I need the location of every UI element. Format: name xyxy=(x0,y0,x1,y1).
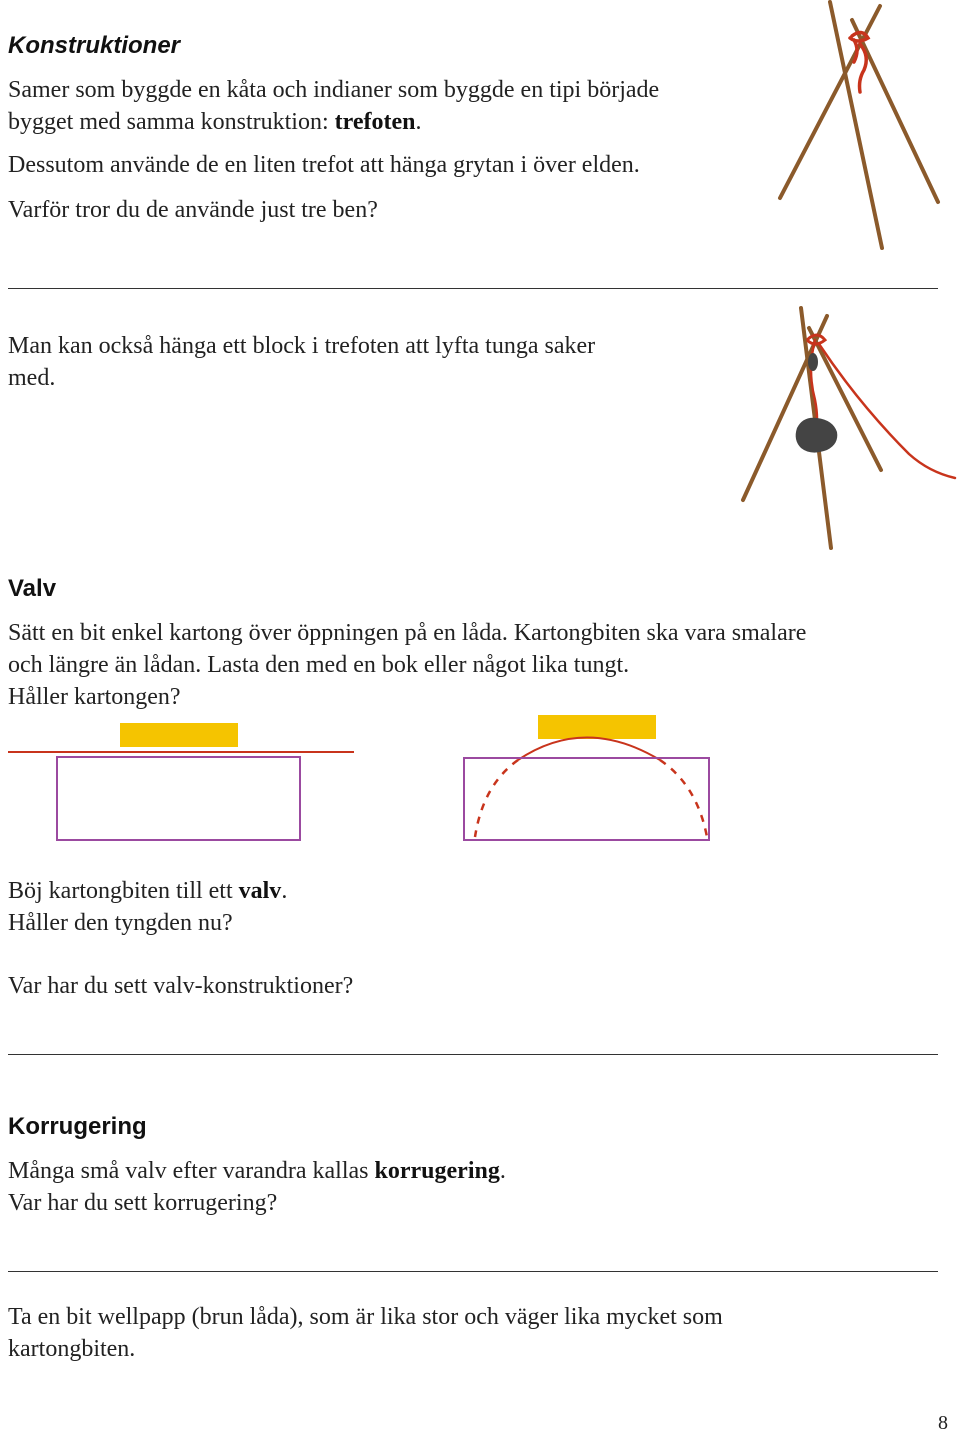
question-line: Varför tror du de använde just tre ben? xyxy=(8,197,378,223)
section-heading-valv: Valv xyxy=(8,575,57,602)
text-span: . xyxy=(499,1158,506,1184)
paragraph-line: Dessutom använde de en liten trefot att hänga grytan i över elden. xyxy=(8,152,640,178)
arched-cardboard-diagram xyxy=(455,705,720,850)
text-span: . xyxy=(281,878,288,904)
paragraph-line: och längre än lådan. Lasta den med en bok eller något lika tungt. xyxy=(8,652,630,678)
stone-weight xyxy=(796,418,838,453)
paragraph-line: Samer som byggde en kåta och indianer som byggde en tipi började xyxy=(8,77,660,103)
page-number: 8 xyxy=(938,1412,948,1434)
rope xyxy=(809,340,955,478)
question-line: Håller kartongen? xyxy=(8,684,181,710)
paragraph-line: kartongbiten. xyxy=(8,1336,136,1362)
paragraph-line: Man kan också hänga ett block i trefoten att lyfta tunga saker xyxy=(8,333,596,359)
question-line: Var har du sett valv-konstruktioner? xyxy=(8,973,354,999)
bold-term-valv: valv xyxy=(238,878,282,904)
answer-line xyxy=(8,288,938,289)
paragraph-line xyxy=(8,1155,506,1187)
text-span: Många små valv efter varandra kallas xyxy=(8,1158,375,1184)
section-heading-konstruktioner: Konstruktioner xyxy=(8,32,181,59)
paragraph-line: med. xyxy=(8,365,56,391)
weight-book xyxy=(538,715,656,739)
tripod-pulley-illustration xyxy=(735,300,960,555)
paragraph-line: Ta en bit wellpapp (brun låda), som är lika stor och väger lika mycket som xyxy=(8,1304,723,1330)
answer-line xyxy=(8,1054,938,1055)
section-heading-korrugering: Korrugering xyxy=(8,1113,147,1140)
arch-cardboard-dashed xyxy=(660,760,707,837)
arch-cardboard xyxy=(518,738,660,761)
box xyxy=(57,757,300,840)
bold-term-korrugering: korrugering xyxy=(374,1158,500,1184)
bold-term-trefoten: trefoten xyxy=(334,109,416,135)
pulley-block xyxy=(808,353,818,371)
paragraph-line xyxy=(8,106,421,138)
tripod-illustration xyxy=(770,0,950,260)
tripod-leg xyxy=(830,2,882,248)
paragraph-line: Sätt en bit enkel kartong över öppningen på en låda. Kartongbiten ska vara smalare xyxy=(8,620,807,646)
question-line: Var har du sett korrugering? xyxy=(8,1190,278,1216)
paragraph-line xyxy=(8,875,287,907)
answer-line xyxy=(8,1271,938,1272)
text-span: . xyxy=(415,109,422,135)
text-span: Böj kartongbiten till ett xyxy=(8,878,239,904)
weight-book xyxy=(120,723,238,747)
arch-cardboard-dashed xyxy=(475,760,518,837)
question-line: Håller den tyngden nu? xyxy=(8,910,233,936)
flat-cardboard-diagram xyxy=(0,715,360,850)
rope-knot xyxy=(850,32,868,92)
text-span: bygget med samma konstruktion: xyxy=(8,109,335,135)
